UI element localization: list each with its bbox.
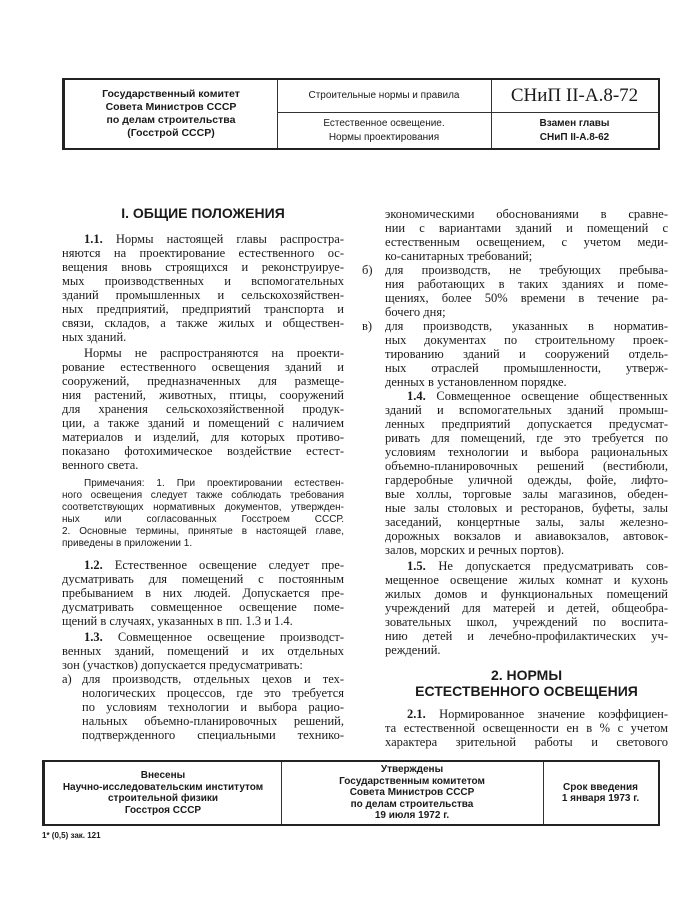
committee-line: по делам строительства — [106, 114, 236, 126]
line-text: Нормированное значение коэффициен- — [425, 707, 668, 721]
line-text: щений в случаях, указанных в пп. 1.3 и 1.4. — [62, 614, 293, 628]
line-text: денных в установленном порядке. — [385, 375, 567, 389]
text-line — [62, 288, 344, 302]
line-text: связи, складов, а также жилых и обществен- — [62, 316, 344, 330]
submitted-line: Научно-исследовательским институтом — [62, 781, 264, 793]
text-line — [385, 473, 668, 487]
line-text: ния работающих в таких зданиях и поме- — [385, 277, 668, 291]
line-text: материалов и изделий, для которых противо- — [62, 430, 344, 444]
text-line — [385, 361, 668, 375]
list-marker: а) — [62, 672, 72, 686]
paragraph-1-5 — [385, 559, 668, 657]
line-text: мещенное освещение жилых комнат и кухонь — [385, 573, 668, 587]
section-2-title-line: ЕСТЕСТВЕННОГО ОСВЕЩЕНИЯ — [415, 683, 638, 699]
text-line — [62, 444, 344, 458]
line-text: венных зданий, помещений и их отдельных — [62, 644, 344, 658]
line-text: естественным освещением, с учетом меди- — [385, 235, 668, 249]
replaces-note — [491, 113, 658, 148]
approved-line: 19 июля 1972 г. — [374, 810, 450, 822]
line-text: тированию зданий и сооружений отдель- — [385, 347, 668, 361]
line-text: ного освещения следует также соблюдать требования — [62, 490, 344, 501]
line-text: Примечания: 1. При проектировании естествен- — [84, 478, 344, 489]
line-text: Совмещенное освещение общественных — [425, 389, 668, 403]
line-text: бочего дня; — [385, 305, 446, 319]
text-line — [62, 600, 344, 614]
text-line — [385, 587, 668, 601]
text-line — [385, 375, 668, 389]
paragraph-number: 1.2. — [84, 558, 103, 572]
list-item-v — [362, 319, 668, 389]
submitted-by-cell — [45, 762, 282, 824]
line-text: зданий промышленных и сельскохозяйствен- — [62, 288, 344, 302]
approved-line: Государственным комитетом — [339, 775, 485, 787]
line-text: дусматривать для помещений с постоянным — [62, 572, 344, 586]
left-column — [62, 203, 344, 742]
text-line — [62, 490, 344, 502]
text-line — [62, 644, 344, 658]
line-text: для производств, не требующих пребыва- — [385, 263, 668, 277]
text-line — [385, 615, 668, 629]
line-text: нии с вариантами зданий и помещений с — [385, 221, 668, 235]
section-2-title-line: 2. НОРМЫ — [490, 667, 563, 683]
line-text: Не допускается предусматривать сов- — [425, 559, 668, 573]
paragraph-1-3 — [62, 630, 344, 672]
line-text: ных или согласованных Госстроем СССР. — [62, 514, 344, 525]
list-marker: б) — [362, 263, 373, 277]
line-text: приведены в приложении 1. — [62, 538, 193, 549]
line-text: для производств, указанных в норматив- — [385, 319, 668, 333]
text-line — [385, 445, 668, 459]
paragraph-number: 1.3. — [84, 630, 103, 644]
text-line — [82, 700, 344, 714]
line-text: рование естественного освещения зданий и — [62, 360, 344, 374]
text-line — [385, 721, 668, 735]
line-text: показано фотохимическое воздействие естест- — [62, 444, 344, 458]
line-text: няются на проектирование естественного ос- — [62, 246, 344, 260]
line-text: дусматривать совмещенное освещение поме- — [62, 600, 344, 614]
line-text: объемно-планировочных решений (вестибюли, — [385, 459, 668, 473]
right-column — [362, 207, 668, 751]
title-line: Естественное освещение. — [323, 117, 445, 129]
text-line — [62, 526, 344, 538]
text-line — [62, 302, 344, 316]
paragraph-number: 1.5. — [407, 559, 426, 573]
approved-line: Совета Министров СССР — [349, 787, 475, 799]
line-text: зон (участков) допускается предусматривать: — [62, 658, 303, 672]
text-line — [385, 403, 668, 417]
text-line — [62, 402, 344, 416]
line-text: ривать для помещений, где это требуется по — [385, 431, 668, 445]
text-line — [62, 514, 344, 526]
approved-line: по делам строительства — [350, 798, 474, 810]
line-text: Совмещенное освещение производст- — [102, 630, 344, 644]
line-text: характера зрительной работы и светового — [385, 735, 668, 749]
line-text: для хранения сельскохозяйственной продук- — [62, 402, 344, 416]
line-text: Нормы настоящей главы распростра- — [102, 232, 344, 246]
text-line — [385, 249, 668, 263]
line-text: вещения вновь строящихся и реконструируе- — [62, 260, 344, 274]
text-line — [82, 728, 344, 742]
text-line — [385, 291, 668, 305]
effective-date-cell — [543, 762, 658, 824]
approved-line: Утверждены — [380, 764, 444, 776]
line-text: по условиям технологии и выбора рацио- — [82, 700, 344, 714]
line-text: ленных предприятий допускается предусмат- — [385, 417, 668, 431]
text-line — [62, 586, 344, 600]
line-text: сооружений, предназначенных для размеще- — [62, 374, 344, 388]
line-text: гардеробные уличной одежды, фойе, лифто- — [385, 473, 668, 487]
text-line — [385, 207, 668, 221]
text-line — [62, 478, 344, 490]
replaces-line: СНиП II-А.8-62 — [539, 131, 610, 143]
text-line — [385, 501, 668, 515]
series-label: Строительные нормы и правила — [277, 80, 491, 113]
committee-line: (Госстрой СССР) — [127, 127, 215, 139]
line-text: мых производственных и вспомогательных — [62, 274, 344, 288]
text-line — [385, 559, 668, 573]
document-title — [277, 113, 491, 148]
text-line — [385, 529, 668, 543]
text-line — [385, 263, 668, 277]
text-line — [62, 658, 344, 672]
text-line — [82, 672, 344, 686]
document-title-cell — [277, 80, 492, 148]
line-text: заседаний, концертные залы, залы железно- — [385, 515, 668, 529]
print-mark: 1* (0,5) зак. 121 — [42, 831, 101, 840]
line-text: Естественное освещение следует пре- — [102, 558, 344, 572]
text-line — [385, 515, 668, 529]
line-text: подтвержденного специальными технико- — [82, 728, 344, 742]
text-line — [62, 416, 344, 430]
code-cell — [491, 80, 658, 148]
text-line — [385, 389, 668, 403]
text-line — [385, 277, 668, 291]
paragraph-1-1-continued — [62, 346, 344, 472]
line-text: учреждений для матерей и детей, общеобра- — [385, 601, 668, 615]
line-text: условиям технологии и выбора рациональных — [385, 445, 668, 459]
submitted-line: Госстроя СССР — [124, 804, 202, 816]
text-line — [385, 573, 668, 587]
text-line — [385, 487, 668, 501]
line-text: ных документах по строительному проек- — [385, 333, 668, 347]
text-line — [385, 235, 668, 249]
text-line — [62, 274, 344, 288]
text-line — [62, 538, 344, 550]
committee-line: Государственный комитет — [102, 88, 240, 100]
line-text: жилых домов и функциональных помещений — [385, 587, 668, 601]
text-line — [62, 614, 344, 628]
text-line — [385, 431, 668, 445]
text-line — [62, 346, 344, 360]
line-text: ных зданий. — [62, 330, 127, 344]
text-line — [385, 459, 668, 473]
title-line: Нормы проектирования — [328, 131, 440, 143]
text-line — [62, 388, 344, 402]
line-text: венного света. — [62, 458, 139, 472]
document-code: СНиП II-А.8-72 — [491, 80, 658, 113]
list-item-a-continued — [385, 207, 668, 263]
text-line — [62, 502, 344, 514]
notes — [62, 478, 344, 550]
text-line — [62, 558, 344, 572]
effective-line: 1 января 1973 г. — [561, 793, 640, 804]
text-line — [62, 330, 344, 344]
line-text: ко-санитарных требований; — [385, 249, 533, 263]
line-text: нологических процессов, где это требуется — [82, 686, 344, 700]
text-line — [385, 707, 668, 721]
committee-cell — [65, 80, 278, 148]
list-item-a — [62, 672, 344, 742]
line-text: ных предприятий, предприятий транспорта и — [62, 302, 344, 316]
line-text: зданий и вспомогательных зданий промыш- — [385, 403, 668, 417]
footer-box — [42, 760, 660, 826]
paragraph-1-2 — [62, 558, 344, 628]
submitted-line: строительной физики — [107, 793, 219, 804]
line-text: та естественной освещенности eн в % с учетом — [385, 721, 668, 735]
text-line — [62, 316, 344, 330]
header-box — [62, 78, 660, 150]
line-text: щениях, более 50% времени в течение ра- — [385, 291, 668, 305]
text-line — [82, 714, 344, 728]
line-text: ных отраслей промышленности, утверж- — [385, 361, 668, 375]
paragraph-1-4 — [385, 389, 668, 557]
replaces-line: Взамен главы — [539, 117, 610, 129]
effective-line: Срок введения — [563, 781, 638, 793]
text-line — [385, 643, 668, 657]
line-text: пребыванием в них людей. Допускается пре- — [62, 586, 344, 600]
line-text: экономическими обоснованиями в сравне- — [385, 207, 668, 221]
text-line — [385, 629, 668, 643]
line-text: ния растений, животных, птицы, сооружений — [62, 388, 344, 402]
text-line — [62, 572, 344, 586]
text-line — [62, 246, 344, 260]
line-text: нию детей и лечебно-профилактических уч- — [385, 629, 668, 643]
text-line — [62, 458, 344, 472]
text-line — [385, 735, 668, 749]
line-text: Нормы не распространяются на проекти- — [84, 346, 344, 360]
line-text: реждений. — [385, 643, 441, 657]
text-line — [385, 417, 668, 431]
text-line — [385, 333, 668, 347]
section-1-title: I. ОБЩИЕ ПОЛОЖЕНИЯ — [121, 205, 285, 221]
text-line — [62, 630, 344, 644]
line-text: залов, морских и речных портов). — [385, 543, 565, 557]
line-text: зовательных школ, учреждений по воспита- — [385, 615, 668, 629]
paragraph-number: 1.1. — [84, 232, 103, 246]
line-text: нальных объемно-планировочных решений, — [82, 714, 344, 728]
section-2-title — [385, 667, 668, 699]
line-text: дорожных вокзалов и авиавокзалов, автовок- — [385, 529, 668, 543]
paragraph-1-1 — [62, 232, 344, 344]
committee-line: Совета Министров СССР — [105, 101, 237, 113]
text-line — [385, 305, 668, 319]
text-line — [62, 430, 344, 444]
line-text: ции, а также зданий и помещений с наличием — [62, 416, 344, 430]
paragraph-number: 1.4. — [407, 389, 426, 403]
text-line — [385, 347, 668, 361]
text-line — [62, 360, 344, 374]
approved-by-cell — [281, 762, 544, 824]
text-line — [82, 686, 344, 700]
text-line — [385, 543, 668, 557]
list-marker: в) — [362, 319, 373, 333]
text-line — [62, 374, 344, 388]
line-text: для производств, отдельных цехов и тех- — [82, 672, 344, 686]
paragraph-number: 2.1. — [407, 707, 426, 721]
submitted-line: Внесены — [140, 770, 186, 781]
line-text: вые холлы, торговые залы магазинов, обеден- — [385, 487, 668, 501]
text-line — [62, 232, 344, 246]
list-item-b — [362, 263, 668, 319]
text-line — [385, 601, 668, 615]
text-line — [385, 319, 668, 333]
line-text: соответствующих нормативных документов, утвержден- — [62, 502, 344, 513]
line-text: ные залы столовых и ресторанов, буфеты, залы — [385, 501, 668, 515]
text-line — [385, 221, 668, 235]
text-line — [62, 260, 344, 274]
line-text: 2. Основные термины, принятые в настоящей главе, — [62, 526, 344, 537]
paragraph-2-1 — [385, 707, 668, 749]
